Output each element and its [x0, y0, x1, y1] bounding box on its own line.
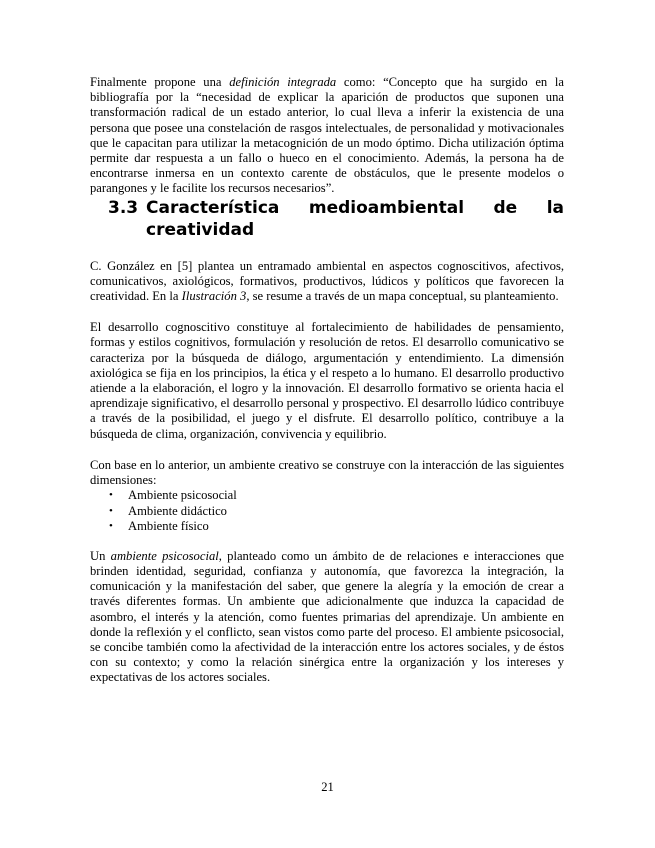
intro-emphasis: definición integrada — [229, 75, 337, 89]
list-item — [109, 488, 564, 504]
section-heading — [90, 197, 564, 241]
bullet-icon: • — [109, 489, 113, 502]
dimensions-list — [90, 488, 564, 535]
psicosocial-text-start: Un — [90, 548, 111, 563]
gonzalez-emphasis: Ilustración 3 — [181, 289, 247, 304]
paragraph-psicosocial — [90, 549, 564, 686]
page-number: 21 — [321, 780, 334, 794]
list-item — [109, 503, 564, 520]
paragraph-base: Con base en lo anterior, un ambiente creativo se construye con la interacción de las siguientes dimensiones: — [90, 457, 564, 488]
list-item-label: Ambiente físico — [128, 519, 209, 534]
section-title-line2: creatividad — [146, 219, 255, 240]
list-item-label: Ambiente didáctico — [128, 503, 227, 518]
paragraph-intro — [90, 75, 564, 197]
paragraph-gonzalez — [90, 259, 564, 305]
section-title — [146, 197, 564, 241]
bullet-icon: • — [109, 520, 113, 533]
intro-text-start: Finalmente propone una — [90, 75, 230, 89]
paragraph-desarrollo: El desarrollo cognoscitivo constituye al fortalecimiento de habilidades de pensamiento, formas y estilos cognitivos, formulación y resolución de retos. El desarrollo comunicativo se caracteriza por la búsqueda de diálogo, argumentación y entendimiento. La dimensión axiológica se fija en los principios, la ética y el respeto a lo humano. El desarrollo productivo atiende a la elaboración, el logro y la innovación. El desarrollo formativo se orienta hacia el aprendizaje significativo, el desarrollo personal y prospectivo. El desarrollo lúdico contribuye a través de la posibilidad, el juego y el disfrute. El desarrollo político, contribuye a la búsqueda de clima, organización, convivencia y equilibrio. — [90, 320, 564, 441]
list-item-label: Ambiente psicosocial — [128, 488, 237, 503]
section-title-line1: Característica medioambiental de la — [146, 197, 564, 218]
gonzalez-text-start: C. González en [5] plantea un entramado ambiental en aspectos cognoscitivos, afectivos, comunicativos, axiológicos, formativos, productivos, lúdicos y políticos que favorecen la creatividad. En la — [90, 258, 564, 304]
gonzalez-text-end: , se resume a través de un mapa conceptual, su planteamiento. — [246, 289, 559, 304]
intro-text-end: como: “Concepto que ha surgido en la bibliografía por la “necesidad de explicar la aparición de productos que suponen una transformación radical de un estado anterior, lo cual lleva a inferir la existencia de una persona que posee una constelación de rasgos intelectuales, de personalidad y motivacionales que le capacitan para utilizar la metacognición de un modo óptimo. Dicha utilización óptima permite dar respuesta a un fallo o hueco en el conocimiento. Además, la persona ha de encontrarse inmersa en un contexto carente de obstáculos, que le presente modelos o parangones y le facilite los recursos necesarios”. — [90, 75, 564, 196]
psicosocial-text-end: , planteado como un ámbito de de relaciones e interacciones que brinden identidad, seguridad, confianza y autonomía, que favorezca la integración, la comunicación y la manifestación del saber, que genere la alegría y la emoción de crear a través diferentes formas. Un ambiente que adicionalmente que induzca la capacidad de asombro, el interés y la atención, como fuentes primarias del aprendizaje. Un ambiente en donde la reflexión y el conflicto, sean vistos como parte del proceso. El ambiente psicosocial, se concibe también como la afectividad de la interacción entre los actores sociales, y de éstos con su contexto; y como la relación sinérgica entre la organización y los intereses y expectativas de los actores sociales. — [90, 548, 564, 685]
list-item — [109, 519, 564, 535]
psicosocial-emphasis: ambiente psicosocial — [110, 548, 219, 563]
page-content — [90, 75, 564, 686]
paragraph-gap — [90, 304, 564, 320]
section-number: 3.3 — [108, 197, 139, 218]
paragraph-gap — [90, 442, 564, 458]
bullet-icon: • — [109, 504, 113, 517]
